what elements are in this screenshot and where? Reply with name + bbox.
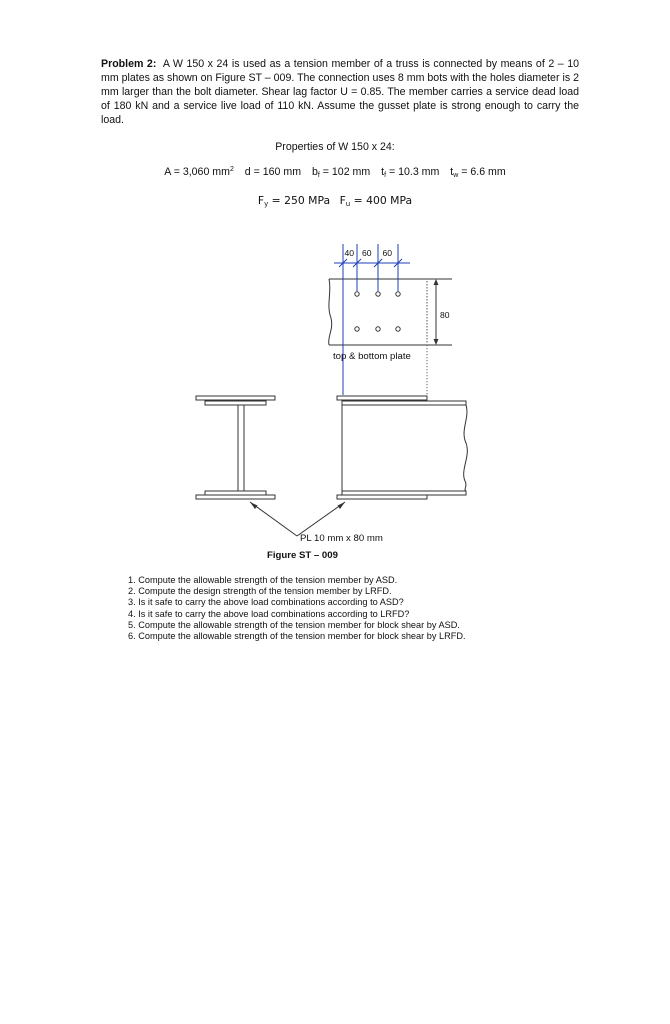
callout-leaders: [250, 502, 345, 536]
plate-plan-view: [329, 279, 449, 345]
question-item: 5. Compute the allowable strength of the tension member for block shear by ASD.: [128, 619, 460, 630]
question-list: [128, 575, 466, 642]
problem-text: A W 150 x 24 is used as a tension member of a truss is connected by means of 2 – 10 mm plates as shown on Figure ST – 009. The connection uses 8 mm bots with the holes diameter is 2 mm larger than the bolt diameter. Shear lag factor U = 0.85. The member carries a service dead load of 180 kN and a service live load of 110 kN. Assume the gusset plate is strong enough to carry the load.: [101, 58, 579, 126]
dimension-60-first: 60: [362, 248, 372, 258]
problem-label: Problem 2:: [101, 58, 157, 70]
plate-callout: PL 10 mm x 80 mm: [300, 533, 383, 544]
dimension-80: 80: [440, 310, 450, 320]
dimension-40: 40: [344, 248, 355, 258]
question-item: 1. Compute the allowable strength of the tension member by ASD.: [128, 575, 398, 585]
member-elevation: [337, 396, 467, 499]
bottom-plate-elevation: [337, 495, 427, 499]
question-item: 3. Is it safe to carry the above load combinations according to ASD?: [128, 597, 404, 608]
ultimate-stress: $F_u = 400$ MPa: [339, 194, 413, 208]
question-item: 6. Compute the allowable strength of the tension member for block shear by LRFD.: [128, 631, 466, 642]
depth-property: d = 160 mm: [244, 166, 302, 178]
question-item: 4. Is it safe to carry the above load combinations according to LRFD?: [128, 608, 410, 619]
bolt-hole: [355, 292, 359, 296]
bolt-hole: [376, 292, 380, 296]
leader-line: [297, 502, 345, 536]
bottom-flange-elevation: [342, 491, 466, 495]
bolt-holes: [355, 292, 400, 331]
top-flange: [205, 401, 266, 405]
plate-label: top & bottom plate: [333, 351, 411, 362]
dimension-60-second: 60: [382, 248, 393, 258]
bolt-hole: [396, 327, 400, 331]
flange-width-property: $b_f = 102$ mm: [311, 166, 371, 179]
properties-heading: Properties of W 150 x 24:: [275, 141, 395, 153]
web-thickness-property: $t_w = 6.6$ mm: [450, 166, 506, 179]
w-section-view: [196, 396, 275, 499]
figure-caption: Figure ST – 009: [267, 550, 338, 561]
top-flange-elevation: [342, 401, 466, 405]
web: [238, 405, 244, 491]
bottom-plate-section: [196, 495, 275, 499]
question-item: 2. Compute the design strength of the tension member by LRFD.: [128, 586, 392, 597]
member-break-line: [464, 405, 468, 491]
top-plate-section: [196, 396, 275, 400]
arrowhead: [250, 502, 258, 509]
arrowhead: [434, 339, 439, 345]
leader-line: [250, 502, 297, 536]
arrowhead: [434, 279, 439, 285]
area-property: A = 3,060 $mm^2$: [164, 166, 234, 178]
flange-thickness-property: $t_f = 10.3$ mm: [381, 166, 440, 179]
yield-stress: $F_y = 250$ MPa: [257, 194, 331, 208]
bolt-hole: [376, 327, 380, 331]
plate-break-line: [329, 279, 332, 345]
bottom-flange: [205, 491, 266, 495]
bolt-hole: [396, 292, 400, 296]
arrowhead: [338, 502, 346, 509]
top-plate-elevation: [337, 396, 427, 400]
bolt-hole: [355, 327, 359, 331]
spacing-dimensions: [334, 244, 410, 395]
